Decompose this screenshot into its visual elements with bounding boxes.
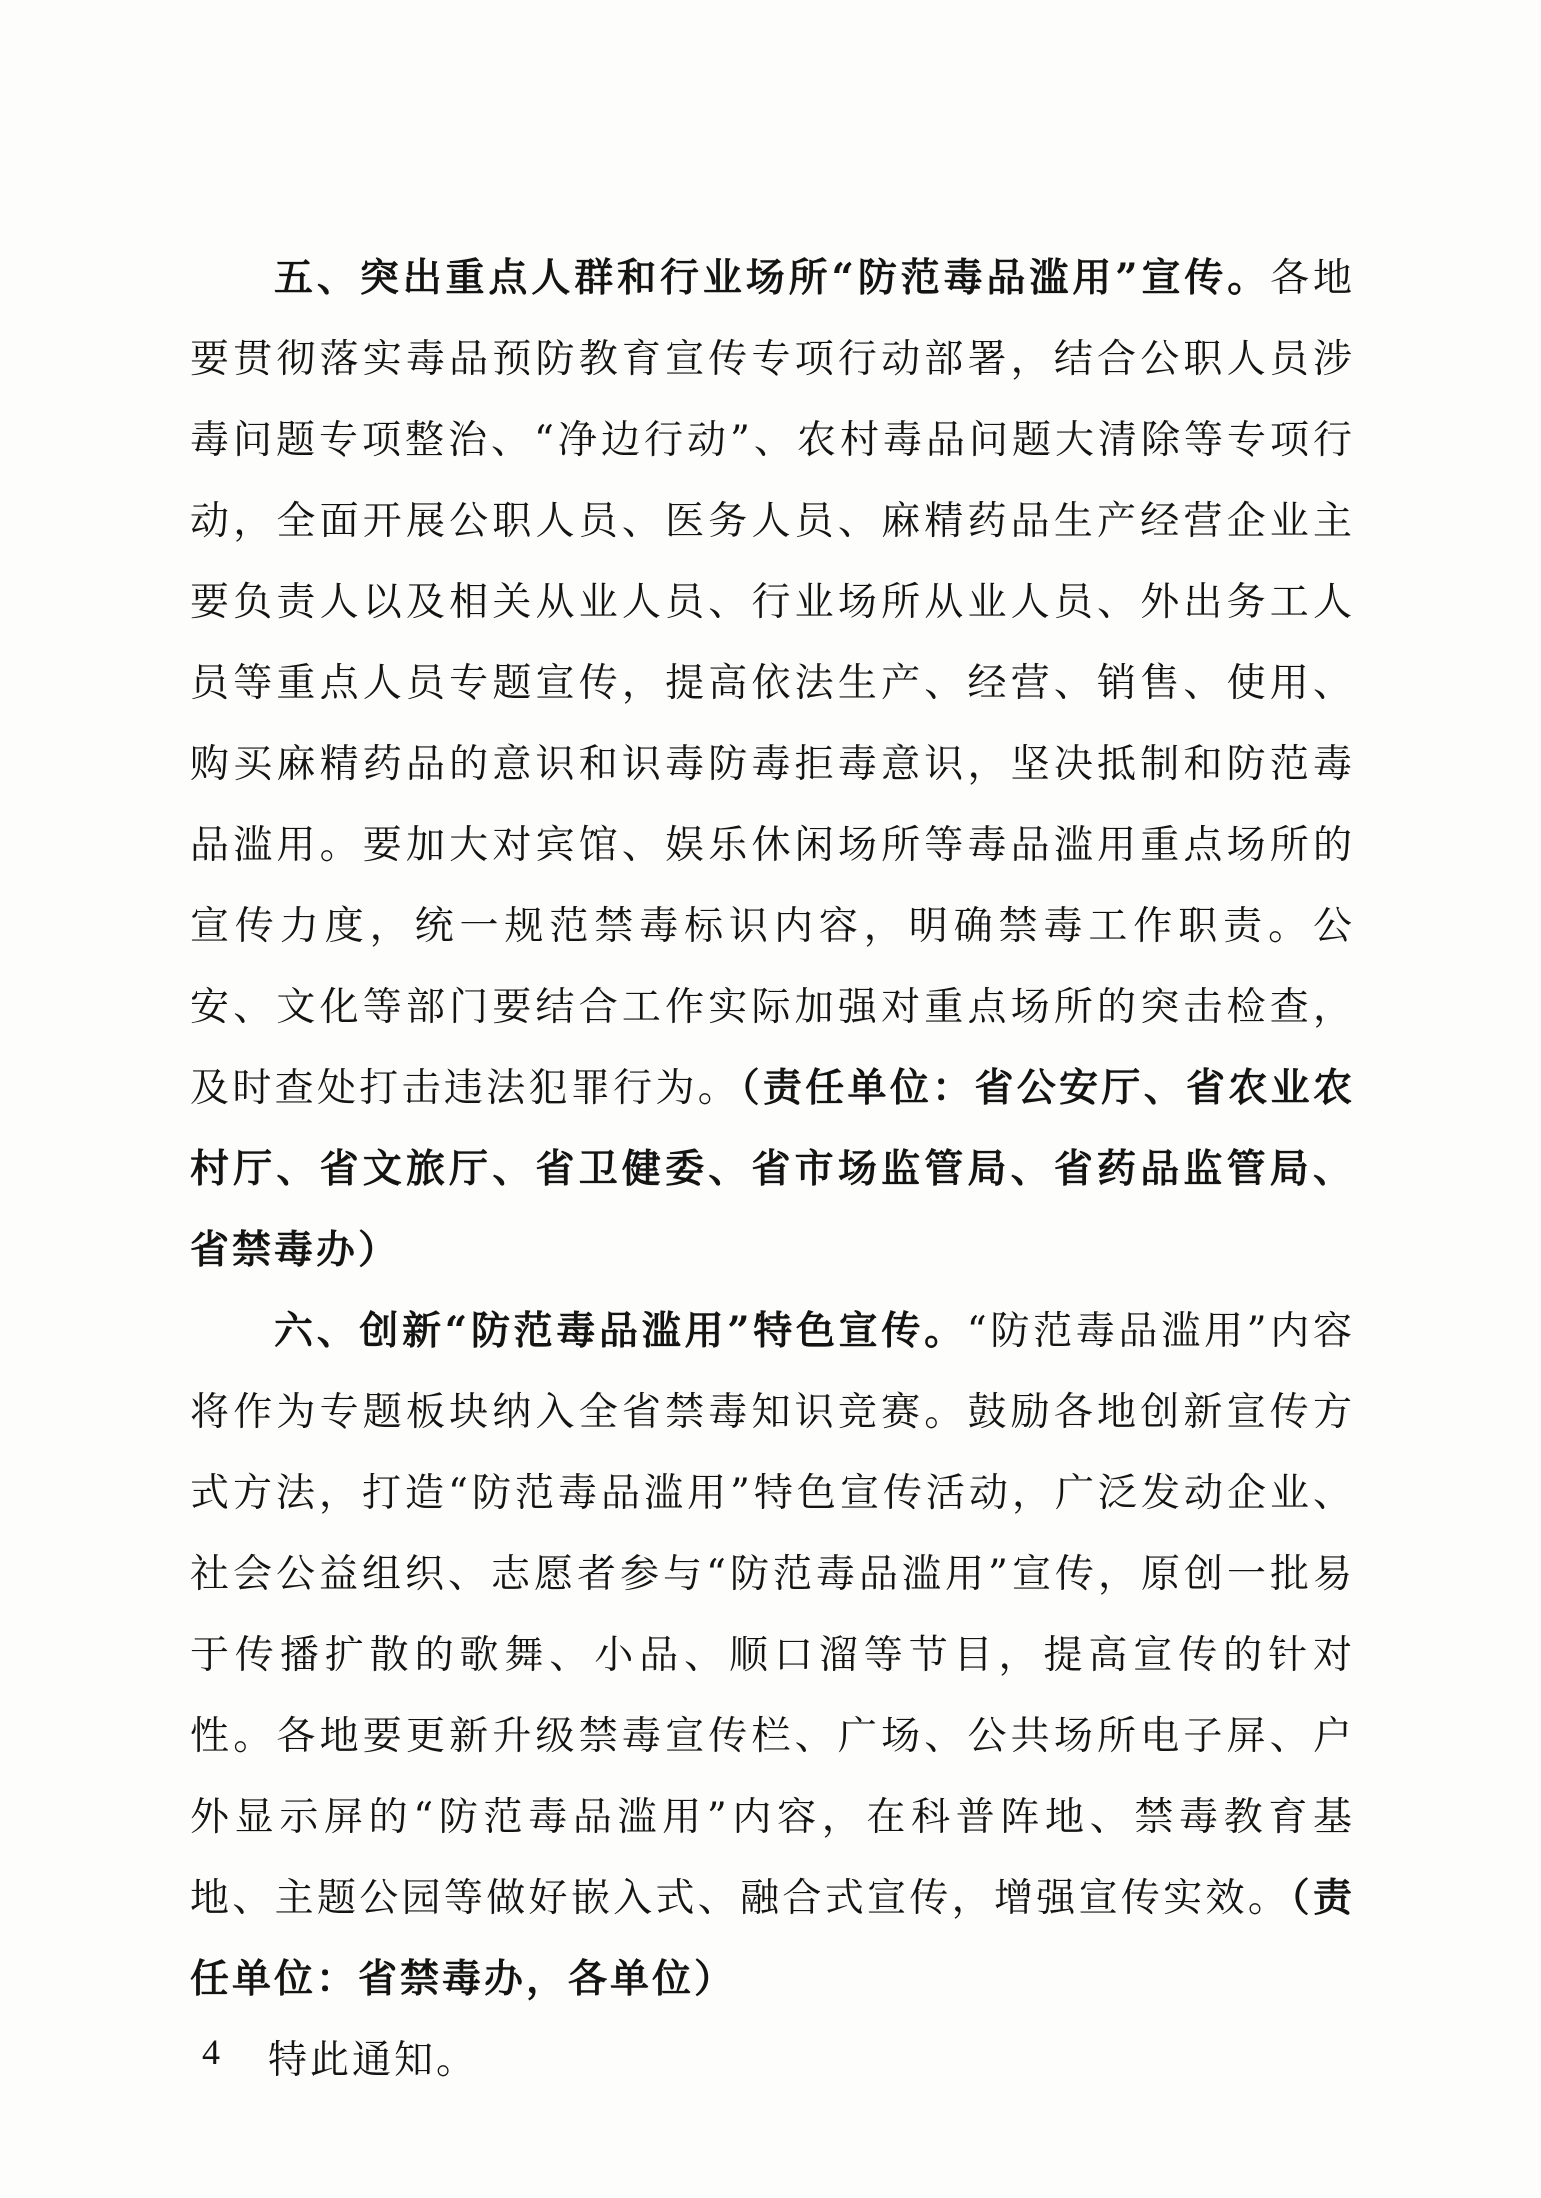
section-5-paragraph [190,238,1355,1291]
section-6-responsibility: （责任单位：省禁毒办，各单位） [190,1875,1355,2002]
section-5-responsibility: （责任单位：省公安厅、省农业农村厅、省文旅厅、省卫健委、省市场监管局、省药品监管局、省禁毒办） [190,1065,1355,1273]
section-5-body: 各地要贯彻落实毒品预防教育宣传专项行动部署，结合公职人员涉毒问题专项整治、“净边行动”、农村毒品问题大清除等专项行动，全面开展公职人员、医务人员、麻精药品生产经营企业主要负责人以及相关从业人员、行业场所从业人员、外出务工人员等重点人员专题宣传，提高依法生产、经营、销售、使用、购买麻精药品的意识和识毒防毒拒毒意识，坚决抵制和防范毒品滥用。要加大对宾馆、娱乐休闲场所等毒品滥用重点场所的宣传力度，统一规范禁毒标识内容，明确禁毒工作职责。公安、文化等部门要结合工作实际加强对重点场所的突击检查，及时查处打击违法犯罪行为。 [190,256,1355,1111]
page-number: 4 [202,2032,220,2072]
closing-line: 特此通知。 [268,2038,479,2083]
section-6-body: “防范毒品滥用”内容将作为专题板块纳入全省禁毒知识竞赛。鼓励各地创新宣传方式方法，打造“防范毒品滥用”特色宣传活动，广泛发动企业、社会公益组织、志愿者参与“防范毒品滥用”宣传，原创一批易于传播扩散的歌舞、小品、顺口溜等节目，提高宣传的针对性。各地要更新升级禁毒宣传栏、广场、公共场所电子屏、户外显示屏的“防范毒品滥用”内容，在科普阵地、禁毒教育基地、主题公园等做好嵌入式、融合式宣传，增强宣传实效。 [190,1309,1355,1921]
section-6-heading: 六、创新“防范毒品滥用”特色宣传。 [274,1308,967,1354]
section-5-heading: 五、突出重点人群和行业场所“防范毒品滥用”宣传。 [274,255,1271,301]
document-body [190,238,1355,2101]
section-6-paragraph [190,1291,1355,2020]
